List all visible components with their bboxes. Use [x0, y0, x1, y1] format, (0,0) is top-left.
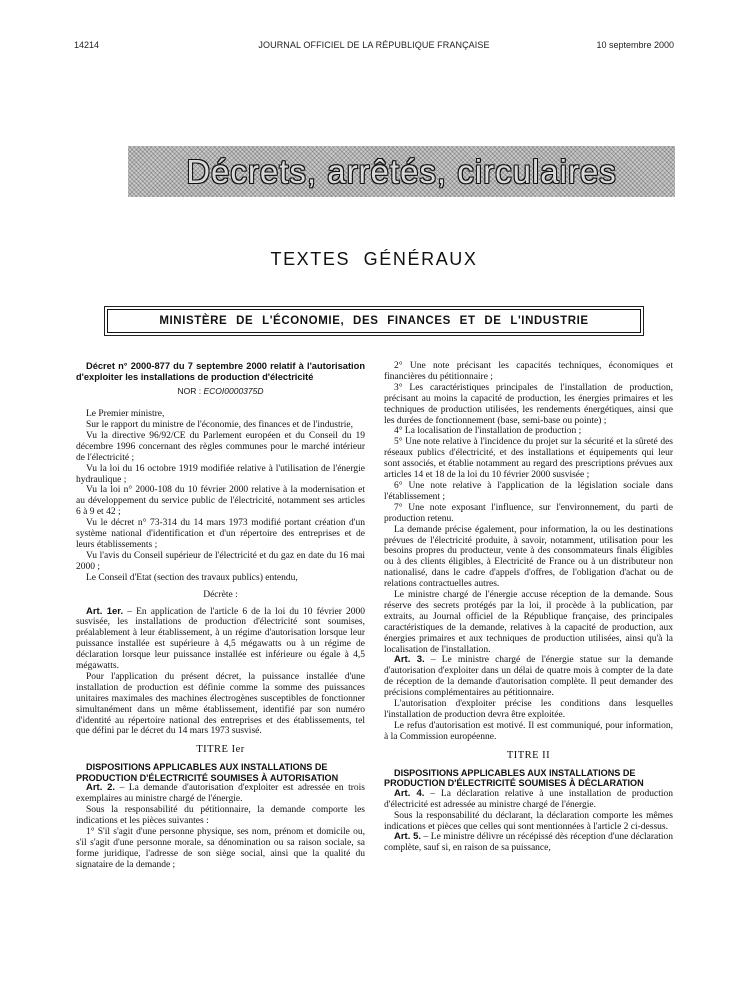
- right-column: [384, 361, 673, 854]
- section-title: TEXTES GÉNÉRAUX: [270, 249, 478, 269]
- paragraph: L'autorisation d'exploiter précise les conditions dans lesquelles l'installation de production devra être exploitée.: [384, 699, 673, 720]
- article-text: – Le ministre chargé de l'énergie statue sur la demande d'autorisation d'exploiter dans un délai de quatre mois à compter de la date de réception de la demande d'autorisation complète. Il peut demander des précisions complémentaires au pétitionnaire.: [384, 655, 673, 699]
- section-banner: [128, 146, 675, 197]
- left-column: [76, 361, 365, 871]
- running-header: [74, 40, 674, 54]
- article-1: [76, 607, 365, 672]
- article-label: Art. 5.: [394, 831, 422, 843]
- decrete-heading: Décrète :: [203, 589, 238, 600]
- paragraph: Vu la loi du 16 octobre 1919 modifiée relative à l'utilisation de l'énergie hydraulique ;: [76, 463, 365, 485]
- article-label: Art. 3.: [394, 654, 425, 666]
- decree-title: Décret n° 2000-877 du 7 septembre 2000 relatif à l'autorisation d'exploiter les installations de production d'électricité: [76, 361, 365, 382]
- article-5: [384, 832, 673, 854]
- article-text: – Le ministre délivre un récépissé dès réception d'une déclaration complète, sauf si, en raison de sa puissance,: [384, 832, 673, 854]
- issue-date: 10 septembre 2000: [596, 40, 674, 50]
- paragraph: Vu la directive 96/92/CE du Parlement européen et du Conseil du 19 décembre 1996 concernant des règles communes pour le marché intérieur de l'électricité ;: [76, 430, 365, 463]
- article-label: Art. 4.: [394, 787, 425, 799]
- paragraph: 7° Une note exposant l'influence, sur l'environnement, du parti de production retenu.: [384, 502, 673, 524]
- article-2: [76, 783, 365, 805]
- banner-title: Décrets, arrêtés, circulaires: [186, 152, 617, 190]
- paragraph: 5° Une note relative à l'incidence du projet sur la sécurité et la sûreté des réseaux publics d'électricité, et des installations et équipements qui leur sont associés, et établie notamment au regard des prescriptions prévues aux articles 14 et 18 de la loi du 10 février 2000 susvisée ;: [384, 437, 673, 481]
- titre-heading: TITRE Ier: [196, 744, 245, 756]
- paragraph: Le ministre chargé de l'énergie accuse réception de la demande. Sous réserve des secrets protégés par la loi, il procède à la publication, par extraits, au Journal officiel de la République française, des principales caractéristiques de la demande, relatives à la capacité de production, aux énergies primaires et aux techniques de production utilisées, ainsi qu'à la localisation de l'installation.: [384, 590, 673, 655]
- paragraph: 2° Une note précisant les capacités techniques, économiques et financières du pétitionnaire ;: [384, 361, 673, 382]
- paragraph: Vu l'avis du Conseil supérieur de l'électricité et du gaz en date du 16 mai 2000 ;: [76, 550, 365, 572]
- titre-heading: TITRE II: [506, 749, 551, 761]
- paragraph: Sur le rapport du ministre de l'économie, des finances et de l'industrie,: [86, 420, 353, 430]
- paragraph: La demande précise également, pour information, la ou les destinations prévues de l'électricité produite, à savoir, notamment, utilisation pour les besoins propres du producteur, vente à des consommateurs finals éligibles ou à des clients éligibles, à Electricité de France ou à un distributeur non nationalisé, dans le cadre d'appels d'offres, de l'obligation d'achat ou de relations contractuelles autres.: [384, 524, 673, 590]
- nor-label: NOR :: [177, 386, 202, 397]
- article-4: [384, 789, 673, 811]
- article-text: – La demande d'autorisation d'exploiter est adressée en trois exemplaires au ministre chargé de l'énergie.: [76, 783, 365, 805]
- paragraph: Le Premier ministre,: [86, 409, 165, 420]
- article-text: – En application de l'article 6 de la loi du 10 février 2000 susvisée, les installations de production d'électricité sont soumises, préalablement à leur établissement, à un régime d'autorisation lorsque leur puissance installée est supérieure à 4,5 mégawatts ou à un régime de déclaration lorsque leur puissance installée est inférieure ou égale à 4,5 mégawatts.: [76, 606, 365, 672]
- paragraph: Le Conseil d'Etat (section des travaux publics) entendu,: [86, 572, 298, 583]
- paragraph: Le refus d'autorisation est motivé. Il est communiqué, pour information, à la Commission européenne.: [384, 720, 673, 742]
- nor-reference: [76, 386, 365, 397]
- paragraph: Sous la responsabilité du déclarant, la déclaration comporte les mêmes indications et pièces que celles qui sont mentionnées à l'article 2 ci-dessus.: [384, 810, 673, 832]
- article-label: Art. 1er.: [86, 605, 124, 617]
- dispositions-heading: DISPOSITIONS APPLICABLES AUX INSTALLATIONS DE PRODUCTION D'ÉLECTRICITÉ SOUMISES À DÉCLARATION: [384, 767, 644, 789]
- article-text: – La déclaration relative à une installation de production d'électricité est adressée au ministre chargé de l'énergie.: [384, 788, 673, 810]
- ministry-box: [104, 306, 644, 336]
- paragraph: Vu le décret n° 73-314 du 14 mars 1973 modifié portant création d'un système national d'identification et d'un répertoire des entreprises et de leurs établissements ;: [76, 518, 365, 550]
- paragraph: Sous la responsabilité du pétitionnaire, la demande comporte les indications et les pièces suivantes :: [76, 805, 365, 827]
- paragraph: Vu la loi n° 2000-108 du 10 février 2000 relative à la modernisation et au développement du service public de l'électricité, notamment ses articles 6 à 9 et 42 ;: [76, 485, 365, 518]
- article-3: [384, 655, 673, 699]
- ministry-title: MINISTÈRE DE L'ÉCONOMIE, DES FINANCES ET DE L'INDUSTRIE: [107, 309, 641, 333]
- dispositions-heading: DISPOSITIONS APPLICABLES AUX INSTALLATIONS DE PRODUCTION D'ÉLECTRICITÉ SOUMISES À AUTORISATION: [76, 762, 339, 783]
- paragraph: 6° Une note relative à l'application de la législation sociale dans l'établissement ;: [384, 480, 673, 502]
- paragraph: 3° Les caractéristiques principales de l'installation de production, précisant au moins la capacité de production, les énergies primaires et les techniques de production utilisées, les rendements énergétiques, ainsi que les durées de fonctionnement (base, semi-base ou pointe) ;: [384, 382, 673, 426]
- journal-title: JOURNAL OFFICIEL DE LA RÉPUBLIQUE FRANÇAISE: [258, 40, 490, 50]
- paragraph: 1° S'il s'agit d'une personne physique, ses nom, prénom et domicile ou, s'il s'agit d'une personne morale, sa dénomination ou sa raison sociale, sa forme juridique, l'adresse de son siège social, ainsi que la qualité du signataire de la demande ;: [76, 827, 365, 870]
- paragraph: 4° La localisation de l'installation de production ;: [394, 426, 582, 437]
- paragraph: Pour l'application du présent décret, la puissance installée d'une installation de production est définie comme la somme des puissances unitaires maximales des machines électrogènes susceptibles de fonctionner simultanément dans un même établissement, identifié par son numéro d'identité au répertoire national des entreprises et des établissements, tel que défini par le décret du 14 mars 1973 susvisé.: [76, 671, 365, 737]
- page-number: 14214: [74, 40, 100, 50]
- article-label: Art. 2.: [86, 782, 116, 794]
- nor-value: ECOI0000375D: [203, 386, 264, 397]
